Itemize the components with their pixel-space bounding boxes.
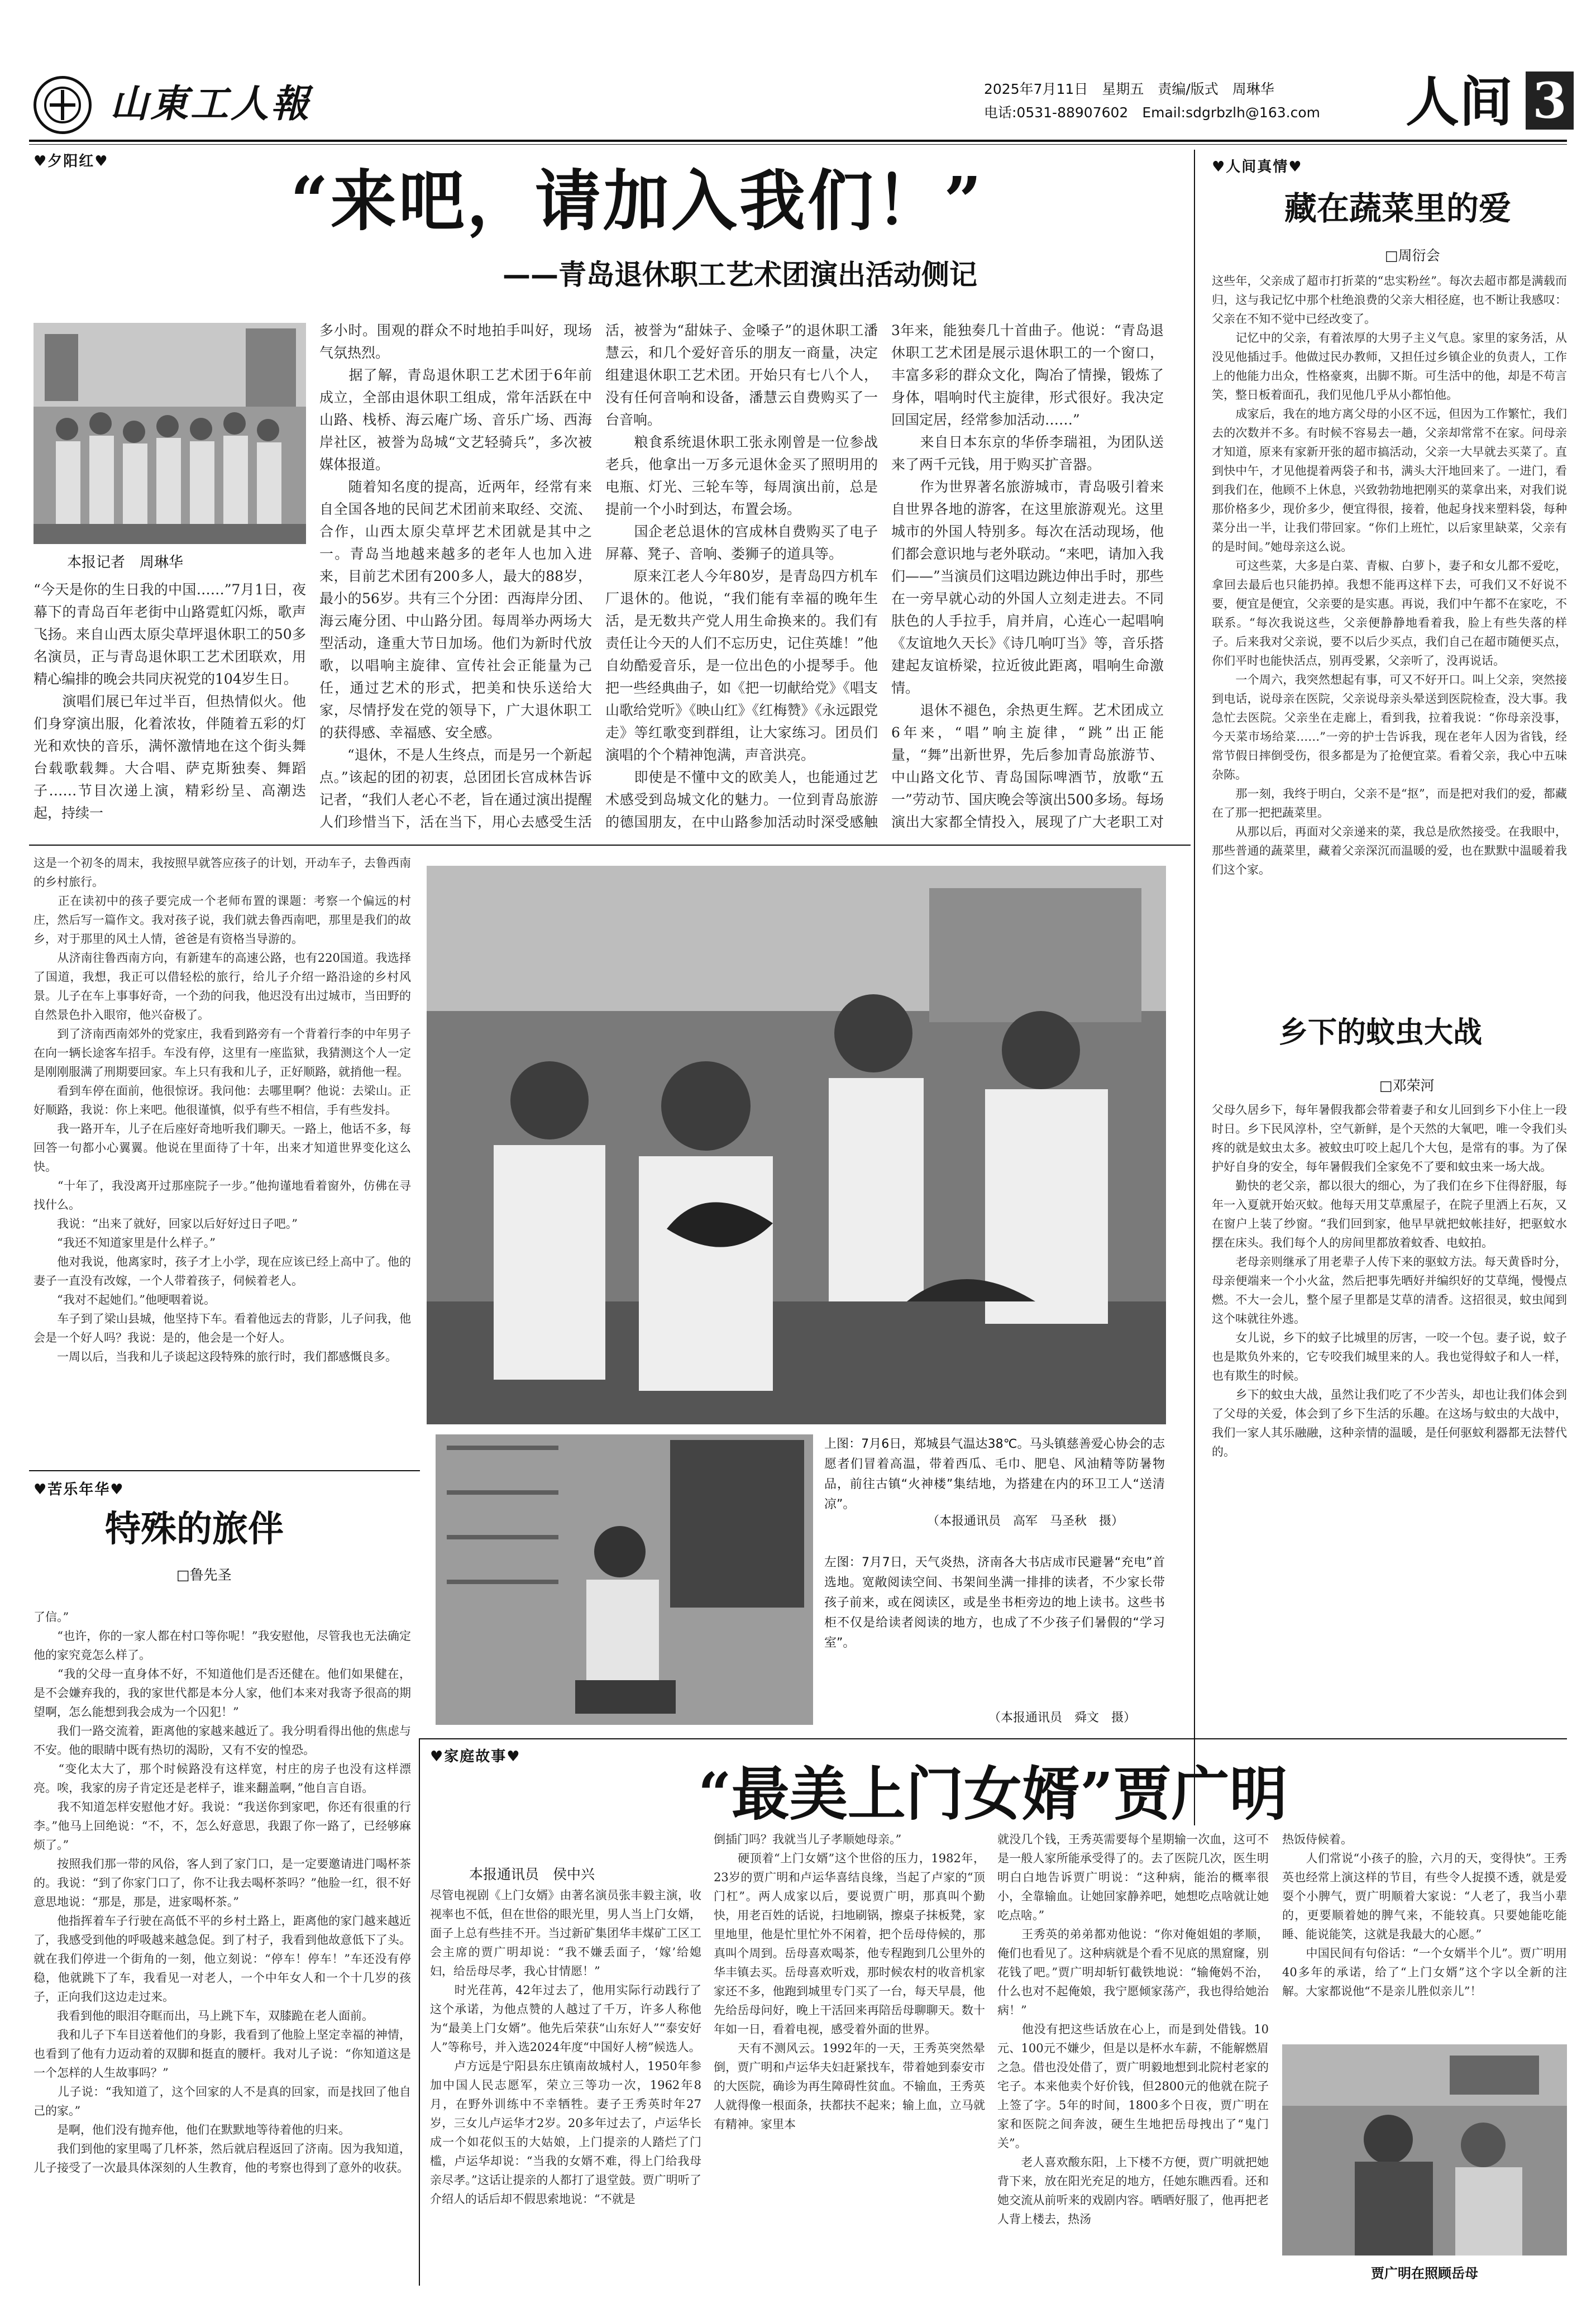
travel-text-bottom: 了信。” “也许，你的一家人都在村口等你呢！”我安慰他，尽管我也无法确定他的家究竟怎么样了。 “我的父母一直身体不好，不知道他们是否还健在。他们如果健在，是不会嫌弃我的，我的家世代都是本分人家，他们本来对我寄予很高的期望啊，怎么能想到我会成为一个囚犯！” 我们一路交流着，距离他的家越来越近了。我分明看得出他的焦虑与不安。他的眼睛中既有热切的渴盼，又有不安的惶恐。 “变化太大了，那个时候路没有这样宽，村庄的房子也没有这样漂亮。唉，我家的房子肯定还是老样子，谁来翻盖啊，”他自言自语。 我不知道怎样安慰他才好。我说：“我送你到家吧，你还有很重的行李。”他马上回绝说：“不，不，怎么好意思，我跟了你一路了，已经够麻烦了。” 按照我们那一带的风俗，客人到了家门口，是一定要邀请进门喝杯茶的。我说：“到了你家门口了，你不让我去喝杯茶吗？”他脸一红，很不好意思地说：“那是，那是，进家喝杯茶。” 他指挥着车子行驶在高低不平的乡村土路上，距离他的家门越来越近了，我感受到他的呼吸越来越急促。到了村子，我看到他故意低下了头。就在我们停进一个街角的一刻，他立刻说：“停车！停车！”车还没有停稳，他就跳下了车，我看见一对老人，一个中年女人和一个十几岁的孩子，正向我们这边走过来。 我看到他的眼泪夺眶而出，马上跳下车，双膝跪在老人面前。 我和儿子下车目送着他们的身影，我看到了他脸上坚定幸福的神情，也看到了他有力迈动着的双脚和挺直的腰杆。我对儿子说：“你知道这是一个怎样的人生故事吗？” 儿子说：“我知道了，这个回家的人不是真的回家，而是找回了他自己的家。” 是啊，他们没有抛弃他，他们在默默地等待着他的归来。 我们到他的家里喝了几杯茶，然后就启程返回了济南。因为我知道，儿子接受了一次最具体深刻的人生教育，他的考察也得到了意外的收获。 — [34, 1610, 411, 2175]
bottom-column-4: 热饭侍候着。 人们常说“小孩子的脸，六月的天，变得快”。王秀英也经常上演这样的节目，有些令人捉摸不透，就是爱耍个小脾气，贾广明顺着大家说：“人老了，我当小辈的，更要顺着她的脾气来，不能较真。只要她能吃能睡、能说能笑，这就是我最大的心愿。” 中国民间有句俗话：“一个女婿半个儿”。贾广明用40多年的承诺，给了“上门女婿”这个字以全新的注解。大家都说他“不是亲儿胜似亲儿”！ — [1282, 1833, 1567, 1998]
story-column-4: 3年来，能独奏几十首曲子。他说：“青岛退休职工艺术团是展示退休职工的一个窗口，丰富多彩的群众文化，陶冶了情操，锻炼了身体，唱响时代主旋律，形式很好。我决定回国定居，经常参加活动……” 来自日本东京的华侨李瑞祖，为团队送来了两千元钱，用于购买扩音器。 作为世界著名旅游城市，青岛吸引着来自世界各地的游客，在这里旅游观光。这里城市的外国人特别多。每次在活动现场，他们都会意识地与老外联动。“来吧，请加入我们——”当演员们这唱边跳边伸出手时，那些在一旁早就心动的外国人立刻走进去。不同肤色的人手拉手，肩并肩，心连心一起唱响《友谊地久天长》《诗几响叮当》等，音乐搭建起友谊桥梁，拉近彼此距离，唱响生命激情。 退休不褪色，余热更生辉。艺术团成立6年来，“唱”响主旋律，“跳”出正能量，“舞”出新世界，先后参加青岛旅游节、中山路文化节、青岛国际啤酒节，放歌“五一”劳动节、国庆晚会等演出500多场。每场演出大家都全情投入，展现了广大老职工对 — [891, 322, 1164, 830]
caregiver-photo — [1282, 2044, 1567, 2255]
right-story2-author: □邓荣河 — [1379, 1077, 1435, 1094]
paper-name: 山東工人報 — [110, 82, 312, 126]
header-rule — [29, 140, 1567, 142]
contact-line: 电话:0531-88907602 Email:sdgrbzlh@163.com — [984, 104, 1320, 121]
date-line: 2025年7月11日 星期五 责编/版式 周琳华 — [984, 81, 1274, 97]
bookstore-photo — [436, 1434, 813, 1725]
main-photo-caption: 上图：7月6日，郑城县气温达38℃。马头镇慈善爱心协会的志愿者们冒着高温，带着西瓜、毛巾、肥皂、风油精等防暑物品，前往古镇“火神楼”集结地，为搭建在内的环卫工人“送清凉”。 — [824, 1437, 1165, 1511]
story-title: “来吧，请加入我们！” — [290, 162, 984, 240]
section-tag-bottom-left: ♥苦乐年华♥ — [34, 1481, 125, 1498]
travel-author: □鲁先圣 — [176, 1567, 232, 1583]
section-name: 人间 — [1406, 70, 1513, 133]
right-story2-text: 父母久居乡下，每年暑假我都会带着妻子和女儿回到乡下小住上一段时日。乡下民风淳朴，空气新鲜，是个天然的大氧吧，唯一令我们头疼的就是蚊虫太多。被蚊虫叮咬上起几个大包，是常有的事。为了保护好自身的安全，每年暑假我们全家免不了要和蚊虫来一场大战。 勤快的老父亲，都以很大的细心，为了我们在乡下住得舒服，每年一入夏就开始灭蚊。他每天用艾草熏屋子，在院子里洒上石灰，又在窗户上装了纱窗。“我们回到家，他早早就把蚊帐挂好，把驱蚊水摆在床头。我们每个人的房间里都放着蚊香、电蚊拍。 老母亲则继承了用老辈子人传下来的驱蚊方法。每天黄昏时分，母亲便端来一个小火盆，然后把事先晒好并编织好的艾草绳，慢慢点燃。不大一会儿，整个屋子里都是艾草的清香。这招很灵，蚊虫闻到这个味就往外逃。 女儿说，乡下的蚊子比城里的厉害，一咬一个包。妻子说，蚊子也是欺负外来的，它专咬我们城里来的人。我也觉得蚊子和人一样，也有欺生的时候。 乡下的蚊虫大战，虽然让我们吃了不少苦头，却也让我们体会到了父母的关爱，体会到了乡下生活的乐趣。在这场与蚊虫的大战中，我们一家人其乐融融，这种亲情的温暖，是任何驱蚊利器都无法替代的。 — [1212, 1103, 1567, 1458]
union-logo-icon — [34, 76, 92, 134]
story-column-2: 多小时。围观的群众不时地拍手叫好，现场气氛热烈。 据了解，青岛退休职工艺术团于6年前成立，全部由退休职工组成，常年活跃在中山路、栈桥、海云庵广场、音乐广场、西海岸社区，被誉为岛城“文艺轻骑兵”，多次被媒体报道。 随着知名度的提高，近两年，经常有来自全国各地的民间艺术团前来取经、交流、合作，山西太原尖草坪艺术团就是其中之一。青岛当地越来越多的老年人也加入进来，目前艺术团有200多人，最大的88岁，最小的56岁。共有三个分团：西海岸分团、海云庵分团、中山路分团。每周举办两场大型活动，逢重大节日加场。他们为新时代放歌，以唱响主旋律、宣传社会正能量为己任，通过艺术的形式，把美和快乐送给大家，尽情抒发在党的领导下，广大退休职工的获得感、幸福感、安全感。 “退休，不是人生终点，而是另一个新起点。”该起的团的初衷，总团团长宫成林告诉记者，“我们人老心不老，旨在通过演出提醒人们珍惜当下，活在当下，用心去感受生活 — [319, 322, 592, 830]
bottom-column-2: 倒插门吗？我就当儿子孝顺她母亲。” 硬顶着“上门女婿”这个世俗的压力，1982年，23岁的贾广明和卢运华喜结良缘，当起了卢家的“顶门杠”。两人成家以后，要说贾广明，那真叫个勤快，用老百姓的话说，扫地刷锅，擦桌子抹板凳，家里地里，他是忙里忙外不闲着，把个岳母侍候的，那真叫个周到。岳母喜欢喝茶，他专程跑到几公里外的华丰镇去买。岳母喜欢听戏，那时候农村的收音机家家还不多，他跑到城里专门买了一台，每天早晨，他先给岳母问好，晚上干活回来再陪岳母聊聊天。数十年如一日，看着电视，感受着外面的世界。 天有不测风云。1992年的一天，王秀英突然晕倒，贾广明和卢运华夫妇赶紧找车，带着她到泰安市的大医院，确诊为再生障碍性贫血。不输血，王秀英人就得像一根面条，扶都扶不起来；输上血，立马就有精神。家里本 — [714, 1833, 985, 2131]
bottom-story-byline: 本报通讯员 侯中兴 — [469, 1866, 595, 1882]
travel-title: 特殊的旅伴 — [105, 1508, 284, 1550]
column-divider — [1194, 150, 1195, 1825]
sub-photo-caption: 左图：7月7日，天气炎热，济南各大书店成市民避暑“充电”首选地。宽敞阅读空间、书架间坐满一排排的读者，不少家长带孩子前来，或在阅读区，或是坐书柜旁边的地上读书。这些书柜不仅是给读者阅读的地方，也成了不少孩子们暑假的“学习室”。 — [824, 1556, 1165, 1650]
right-story2-title: 乡下的蚊虫大战 — [1279, 1015, 1483, 1050]
caregiver-photo-caption: 贾广明在照顾岳母 — [1371, 2266, 1478, 2281]
main-photo-credit: （本报通讯员 高军 马圣秋 摄） — [927, 1514, 1124, 1528]
watermelon-photo — [427, 866, 1166, 1424]
page-number: 3 — [1532, 71, 1567, 130]
story-subtitle: ——青岛退休职工艺术团演出活动侧记 — [503, 259, 977, 291]
right-story-author: □周衍会 — [1385, 247, 1440, 264]
bottom-column-1: 尽管电视剧《上门女婿》由著名演员张丰毅主演，收视率也不低，但在世俗的眼光里，男人当上门女婿，面子上总有些挂不开。当过新矿集团华丰煤矿工区工会主席的贾广明却说：“我不嫌丢面子，‘嫁’给媳妇，给岳母尽孝，我心甘情愿！” 时光荏苒，42年过去了，他用实际行动践行了这个承诺，为他点赞的人越过了千万，许多人称他为“最美上门女婿”。他先后荣获“山东好人”“泰安好人”等称号，并入选2024年度“中国好人榜”候选人。 卢方远是宁阳县东庄镇南故城村人，1950年参加中国人民志愿军，荣立三等功一次，1962年8月，在野外训练中不幸牺牲。妻子王秀英时年27岁，三女儿卢运华才2岁。20多年过去了，卢运华长成一个如花似玉的大姑娘，上门提亲的人踏烂了门槛，卢运华却说：“当我的女婿不难，得上门给我母亲尽孝。”这话让提亲的人都打了退堂鼓。贾广明听了介绍人的话后却不假思索地说：“不就是 — [430, 1889, 701, 2206]
masthead — [29, 71, 1570, 139]
story-column-3: 活，被誉为“甜妹子、金嗓子”的退休职工潘慧云，和几个爱好音乐的朋友一商量，决定组建退休职工艺术团。开始只有七八个人，没有任何音响和设备，潘慧云自费购买了一台音响。 粮食系统退休职工张永刚曾是一位参战老兵，他拿出一万多元退休金买了照明用的电瓶、灯光、三轮车等，每周演出前，总是提前一个小时到达，布置会场。 国企老总退休的宫成林自费购买了电子屏幕、凳子、音响、娄狮子的道具等。 原来江老人今年80岁，是青岛四方机车厂退休的。他说，“我们能有幸福的晚年生活，是无数共产党人用生命换来的。我们有责任让今天的人们不忘历史，记住英雄！”他自幼酷爱音乐，是一位出色的小提琴手。他把一些经典曲子，如《把一切献给党》《唱支山歌给党听》《映山红》《红梅赞》《永远跟党走》等红歌变到群组，让大家练习。团员们演唱的个个精神饱满，声音洪亮。 即使是不懂中文的欧美人，也能通过艺术感受到岛城文化的魅力。一位到青岛旅游的德国朋友，在中山路参加活动时深受感触 — [605, 322, 878, 830]
section-tag: ♥夕阳红♥ — [34, 153, 109, 170]
bottom-story-title: “最美上门女婿”贾广明 — [698, 1759, 1288, 1828]
right-story-text: 这些年，父亲成了超市打折菜的“忠实粉丝”。每次去超市都是满载而归，这与我记忆中那个杜绝浪费的父亲大相径庭，也不断让我感叹：父亲在不知不觉中已经改变了。 记忆中的父亲，有着浓厚的大男子主义气息。家里的家务活，从没见他插过手。他做过民办教师，又担任过乡镇企业的负责人，工作上的他能力出众，性格豪爽，出脚不斯。可生活中的他，却是不苟言笑，整日板着面孔，我们见他几乎从小都怕他。 成家后，我在的地方离父母的小区不远，但因为工作繁忙，我们去的次数并不多。有时候不容易去一趟，父亲却常常不在家。问母亲才知道，原来有家新开张的超市搞活动，父亲一大早就去买菜了。直到快中午，才见他提着两袋子和书，满头大汗地回来了。一进门，看到我们在，他顾不上休息，兴致勃勃地把刚买的菜拿出来，对我们说那价格多少，现价多少，便宜得很，接着，他起身找来塑料袋，每种菜分出一半，让我们带回家。“你们上班忙，以后家里缺菜，父亲有的是时间。”她母亲这么说。 可这些菜，大多是白菜、青椒、白萝卜，妻子和女儿都不爱吃，拿回去最后也只能扔掉。我想不能再这样下去，可我们又不好说不要，便宜是便宜，父亲要的是实惠。再说，我们中午都不在家吃，不联系。“每次我说这些，父亲便静静地看着我，脸上有些失落的样子。后来我对父亲说，要不以后少买点，我们自己在超市随便买点，你们平时也能快活点，别再受累，父亲听了，没再说话。 一个周六，我突然想起有事，可又不好开口。叫上父亲，突然接到电话，说母亲在医院，父亲说母亲头晕送到医院检查，没大事。我急忙去医院。父亲坐在走廊上，看到我，拉着我说：“你母亲没事，今天菜市场给菜……”一旁的护士告诉我，现在老年人因为省钱，经常节假日摔倒受伤，很多都是为了抢便宜菜。看着父亲，我心中五味杂陈。 那一刻，我终于明白，父亲不是“抠”，而是把对我们的爱，都藏在了那一把把蔬菜里。 从那以后，再面对父亲递来的菜，我总是欣然接受。在我眼中，那些普通的蔬菜里，藏着父亲深沉而温暖的爱，也在默默中温暖着我们这个家。 — [1212, 274, 1567, 876]
story-column-1: “今天是你的生日我的中国……”7月1日，夜幕下的青岛百年老街中山路霓虹闪烁，歌声飞扬。来自山西太原尖草坪退休职工的50多名演员，正与青岛退休职工艺术团联欢，用精心编排的晚会共同庆祝党的104岁生日。 演唱们展已年过半百，但热情似火。他们身穿演出服，化着浓妆，伴随着五彩的灯光和欢快的音乐，满怀激情地在这个街头舞台载歌载舞。大合唱、萨克斯独奏、舞蹈子……节目次递上演，精彩纷呈、高潮迭起，持续一 — [34, 581, 306, 821]
section-tag-bottom: ♥家庭故事♥ — [430, 1748, 521, 1765]
section-tag-right: ♥人间真情♥ — [1212, 159, 1303, 175]
right-story-title: 藏在蔬菜里的爱 — [1284, 189, 1512, 227]
performance-photo — [34, 323, 306, 544]
sub-photo-credit: （本报通讯员 舜文 摄） — [988, 1711, 1136, 1725]
bottom-column-3: 就没几个钱，王秀英需要每个星期输一次血，这可不是一般人家所能承受得了的。去了医院几次，医生明明白白地告诉贾广明说：“这种病，能治的概率很小，全靠输血。让她回家静养吧，她想吃点啥就让她吃点啥。” 王秀英的弟弟都劝他说：“你对俺姐姐的孝顺，俺们也看见了。这种病就是个看不见底的黑窟窿，别花钱了吧。”贾广明却斩钉截铁地说：“输俺妈不治，什么也对不起俺娘，我宁愿倾家荡产，我也得给她治病！” 他没有把这些话放在心上，而是到处借钱。10元、100元不嫌少，但是以是杯水车薪，不能解燃眉之急。借也没处借了，贾广明毅地想到北院村老家的宅子。本来他卖个好价钱，但2800元的他就在院子上签了字。5年的时间，1800多个日夜，贾广明在家和医院之间奔波，硬生生地把岳母拽出了“鬼门关”。 老人喜欢酸东阳，上下楼不方便，贾广明就把她背下来，放在阳光充足的地方，任她东瞧西看。还和她交流从前听来的戏剧内容。晒晒好服了，他再把老人背上楼去，热汤 — [997, 1833, 1269, 2226]
bottom-divider — [419, 1738, 420, 2286]
byline: 本报记者 周琳华 — [67, 554, 184, 571]
travel-text-top: 这是一个初冬的周末，我按照早就答应孩子的计划，开动车子，去鲁西南的乡村旅行。 正在读初中的孩子要完成一个老师布置的课题：考察一个偏远的村庄，然后写一篇作文。我对孩子说，我们就去鲁西南吧，那里是我们的故乡，对于那里的风土人情，爸爸是有资格当导游的。 从济南往鲁西南方向，有新建车的高速公路，也有220国道。我选择了国道，我想，我正可以借轻松的旅行，给儿子介绍一路沿途的乡村风景。儿子在车上事事好奇，一个劲的问我，他迟没有出过城市，当田野的自然景色扑入眼帘，他兴奋极了。 到了济南西南郊外的党家庄，我看到路旁有一个背着行李的中年男子在向一辆长途客车招手。车没有停，这里有一座监狱，我猜测这个人一定是刚刚服满了刑期要回家。车上只有我和儿子，正好顺路，就捎他一程。 看到车停在面前，他很惊讶。我问他：去哪里啊？他说：去梁山。正好顺路，我说：你上来吧。他很谨慎，似乎有些不相信，手有些发抖。 我一路开车，儿子在后座好奇地听我们聊天。一路上，他话不多，每回答一句都小心翼翼。他说在里面待了十年，出来才知道世界变化这么快。 “十年了，我没离开过那座院子一步。”他拘谨地看着窗外，仿佛在寻找什么。 我说：“出来了就好，回家以后好好过日子吧。” “我还不知道家里是什么样子。” 他对我说，他离家时，孩子才上小学，现在应该已经上高中了。他的妻子一直没有改嫁，一个人带着孩子，伺候着老人。 “我对不起她们。”他哽咽着说。 车子到了梁山县城，他坚持下车。看着他远去的背影，儿子问我，他会是一个好人吗？我说：是的，他会是一个好人。 一周以后，当我和儿子谈起这段特殊的旅行时，我们都感慨良多。 — [34, 856, 411, 1363]
